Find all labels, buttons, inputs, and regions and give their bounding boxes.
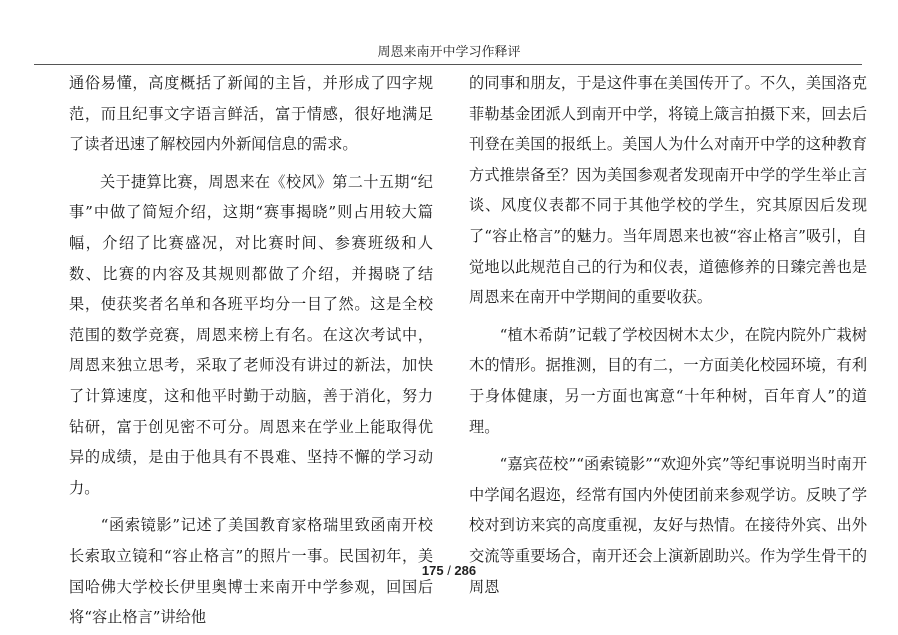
text-line: 开中学闻名遐迩，经常有国内外使团前来参观学访。反映了学: [469, 455, 867, 504]
text-line: 纪事文字语言鲜活，富于情感，很好地满足了读者迅速了解校: [69, 104, 434, 154]
text-line: 赛盛况，对比赛时间、参赛班级和人数、比赛的内容及其规则: [69, 233, 434, 283]
left-column: [69, 68, 433, 633]
text-line: 的同事和朋友，于是这件事在美国传开了。不久，美国洛克菲: [469, 74, 867, 123]
right-para-2: [469, 320, 867, 442]
text-line: 流等重要场合，南开还会上演新剧助兴。作为学生骨干的周恩: [469, 546, 867, 596]
text-line: 推崇备至？因为美国参观者发现南开中学的学生举止言谈、: [469, 165, 867, 215]
text-line: 通俗易懂，高度概括了新闻的主旨，并形成了四字规范，而且: [69, 74, 433, 123]
text-line: 此规范自己的行为和仪表，道德修养的日臻完善也是周恩来: [469, 257, 867, 307]
left-para-2: [69, 167, 433, 504]
page-separator: /: [443, 563, 455, 578]
text-line: 关于捷算比赛，周恩来在《校风》第二十五期“纪事”中: [69, 172, 433, 222]
text-line: “植木希荫”记载了学校因树木太少，在院内院外广栽树: [469, 325, 867, 344]
text-line: 都做了介绍，并揭晓了结果，使获奖者名单和各班平均分一目: [69, 264, 434, 314]
current-page: 175: [421, 563, 444, 578]
text-line: 木的情形。据推测，目的有二，一方面美化校园环境，有利于: [469, 356, 867, 405]
right-column: [469, 68, 867, 602]
text-line: 格言”的魅力。当年周恩来也被“容止格言”吸引，自觉地以: [469, 226, 868, 276]
left-para-1: [69, 68, 433, 160]
text-line: 长伊里奥博士来南开中学参观，回国后将“容止格言”讲给他: [69, 577, 434, 627]
text-line: 做了简短介绍，这期“赛事揭晓”则占用较大篇幅，介绍了比: [69, 203, 434, 252]
text-line: 计算速度，这和他平时勤于动脑，善于消化，努力钻研，富于: [69, 386, 434, 436]
text-line: 风度仪表都不同于其他学校的学生，究其原因后发现了“容止: [469, 196, 868, 245]
text-line: 了然。这是全校范围的数学竞赛，周恩来榜上有名。在这次考: [69, 295, 434, 344]
text-line: 创见密不可分。周恩来在学业上能取得优异的成绩，是由于他: [69, 417, 434, 467]
text-line: 身体健康，另一方面也寓意“十年种树，百年育人”的道理。: [469, 386, 867, 436]
text-line: 立镜和“容止格言”的照片一事。民国初年，美国哈佛大学校: [69, 546, 434, 596]
header-rule: [34, 64, 862, 65]
running-header: 周恩来南开中学习作释评: [377, 45, 521, 60]
right-para-1: [469, 68, 867, 313]
text-line: 在南开中学期间的重要收获。: [514, 288, 712, 307]
text-line: 勒基金团派人到南开中学，将镜上箴言拍摄下来，回去后刊登: [469, 104, 867, 154]
text-line: 具有不畏难、坚持不懈的学习动力。: [69, 448, 434, 497]
text-line: 试中，周恩来独立思考，采取了老师没有讲过的新法，加快了: [69, 325, 434, 405]
text-line: 校对到访来宾的高度重视，友好与热情。在接待外宾、出外交: [469, 516, 867, 565]
right-para-3: [469, 449, 867, 602]
text-line: 园内外新闻信息的需求。: [190, 135, 358, 154]
text-line: 在美国的报纸上。美国人为什么对南开中学的这种教育方式: [469, 135, 867, 184]
total-pages: 286: [454, 563, 477, 578]
page-number: [0, 563, 898, 579]
text-line: “函索镜影”记述了美国教育家格瑞里致函南开校长索取: [69, 516, 433, 565]
text-line: “嘉宾莅校”“函索镜影”“欢迎外宾”等纪事说明当时南: [469, 455, 852, 474]
